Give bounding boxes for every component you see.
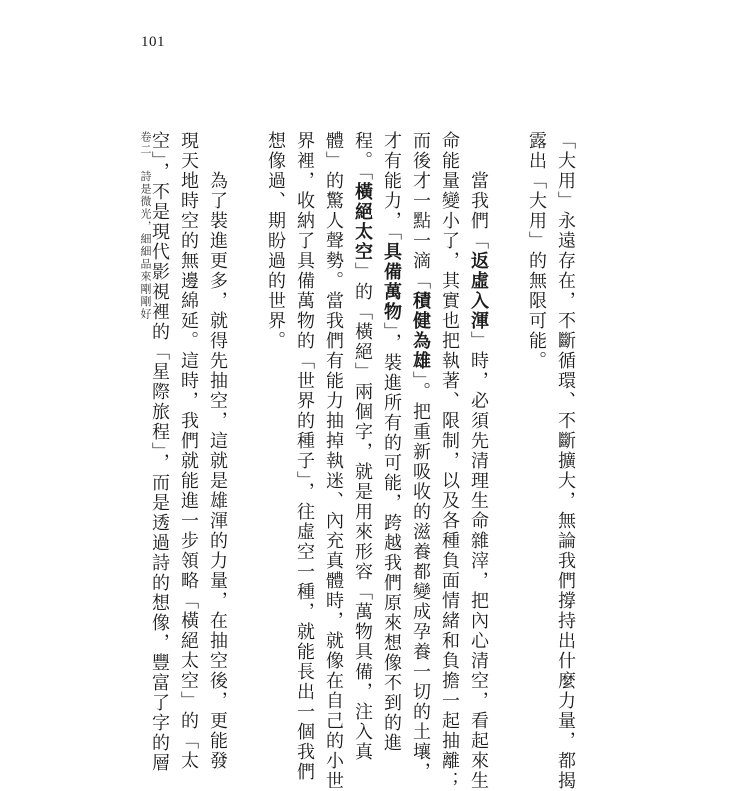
text-column: 命能量變小了，其實也把執著、限制，以及各種負面情緒和負擔一起抽離； [439,131,460,791]
text-column: 體」的驚人聲勢。當我們有能力抽掉執迷、內充真體時，就像在自己的小世 [323,131,344,791]
text-column: 露出「大用」的無限可能。 [526,131,547,371]
text-column: 空」，不是現代影視裡的「星際旅程」，而是透過詩的想像，豐富了字的層 [149,131,170,773]
text-column: 「大用」永遠存在，不斷循環、不斷擴大，無論我們撐持出什麼力量，都揭 [555,131,576,791]
bold-term: 橫絕太空 [352,182,373,262]
paragraph-gap [232,131,261,141]
text-column: 程。「橫絕太空」的「橫絕」兩個字，就是用來形容「萬物具備，注入真 [352,131,373,762]
text-column: 為了裝進更多，就得先抽空，這就是雄渾的力量，在抽空後，更能發 [207,131,228,771]
bold-term: 返虛入渾 [468,251,489,331]
text-column: 現天地時空的無邊綿延。這時，我們就能進一步領略「橫絕太空」的「太 [178,131,199,771]
running-head: 卷二 詩是微光，細細品來剛剛好 [139,131,152,321]
paragraph-gap [493,131,522,141]
text-column: 當我們「返虛入渾」時，必須先清理生命雜滓，把內心清空，看起來生 [468,131,489,791]
text-column: 想像過、期盼過的世界。 [265,131,286,351]
text-column: 界裡，收納了具備萬物的「世界的種子」，往虛空一種，就能長出一個我們 [294,131,315,782]
body-text [145,131,580,791]
text-column: 才有能力，「具備萬物」，裝進所有的可能，跨越我們原來想像不到的進 [381,131,402,753]
bold-term: 積健為雄 [410,291,431,371]
page-number: 101 [141,34,165,50]
text-column: 而後才一點一滴「積健為雄」。把重新吸收的滋養都變成孕養一切的土壤， [410,131,431,782]
bold-term: 具備萬物 [381,242,402,322]
